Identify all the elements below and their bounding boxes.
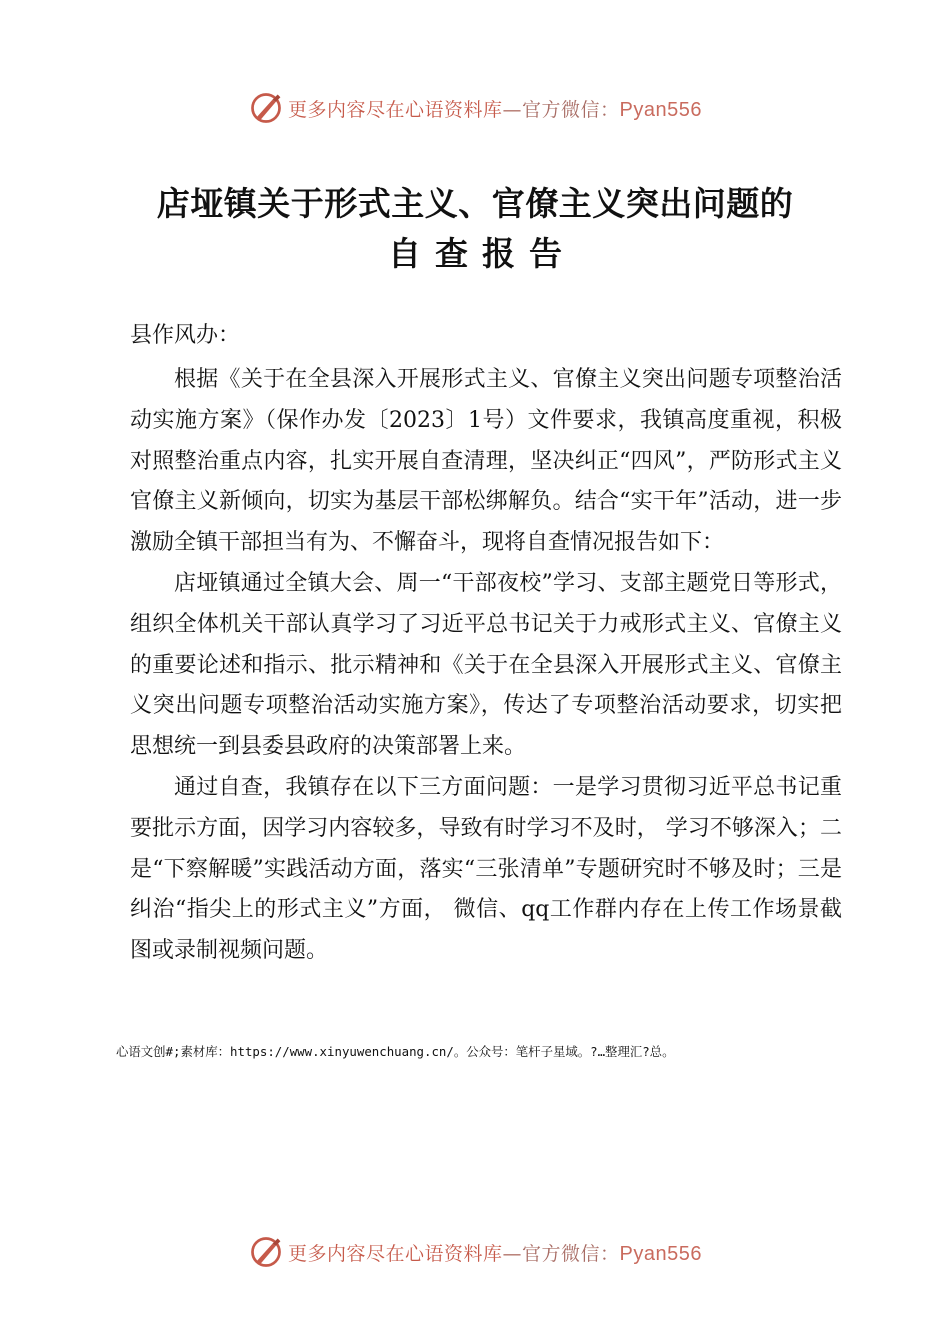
body-paragraph-1: 根据《关于在全县深入开展形式主义、官僚主义突出问题专项整治活动实施方案》（保作办发〔2023〕1号）文件要求，我镇高度重视，积极对照整治重点内容，扎实开展自查清理，坚决纠正“四风”，严防形式主义官僚主义新倾向，切实为基层干部松绑解负。结合“实干年”活动，进一步激励全镇干部担当有为、不懈奋斗，现将自查情况报告如下：: [130, 367, 842, 556]
header-watermark: [0, 88, 950, 128]
header-brand-line: [288, 95, 702, 122]
header-wechat-label: 官方微信：: [522, 98, 620, 121]
footer-brand-name: 更多内容尽在心语资料库: [288, 1242, 503, 1265]
header-watermark-inner: [248, 90, 702, 126]
header-wechat-id: Pyan556: [619, 98, 702, 121]
source-footnote: 心语文创#;素材库：https://www.xinyuwenchuang.cn/。公众号：笔杆子星域。?…整理汇?总。: [116, 1044, 675, 1059]
header-separator: —: [502, 98, 523, 121]
fountain-pen-logo-icon: [248, 90, 284, 126]
fountain-pen-logo-icon: [248, 1234, 284, 1270]
document-title-line-1: 店垭镇关于形式主义、官僚主义突出问题的: [156, 184, 794, 223]
footer-watermark-inner: [248, 1234, 702, 1270]
footer-wechat-label: 官方微信：: [522, 1242, 620, 1265]
footer-separator: —: [502, 1242, 523, 1265]
body-paragraph-2: 店垭镇通过全镇大会、周一“干部夜校”学习、支部主题党日等形式，组织全体机关干部认真学习了习近平总书记关于力戒形式主义、官僚主义的重要论述和指示、批示精神和《关于在全县深入开展形式主义、官僚主义突出问题专项整治活动实施方案》，传达了专项整治活动要求，切实把思想统一到县委县政府的决策部署上来。: [130, 570, 842, 760]
document-body: [130, 360, 842, 972]
footer-wechat-id: Pyan556: [619, 1242, 702, 1265]
footer-brand-line: [288, 1239, 702, 1266]
body-paragraph-3: 通过自查，我镇存在以下三方面问题：一是学习贯彻习近平总书记重要批示方面，因学习内容较多，导致有时学习不及时， 学习不够深入；二是“下察解暖”实践活动方面，落实“三张清单”专题研究时不够及时；三是纠治“指尖上的形式主义”方面， 微信、qq工作群内存在上传工作场景截图或录制视频问题。: [130, 774, 842, 964]
footer-watermark: [0, 1232, 950, 1272]
header-brand-name: 更多内容尽在心语资料库: [288, 98, 503, 121]
addressee: 县作风办：: [130, 323, 241, 348]
document-title-line-2: 自查报告: [388, 234, 576, 273]
